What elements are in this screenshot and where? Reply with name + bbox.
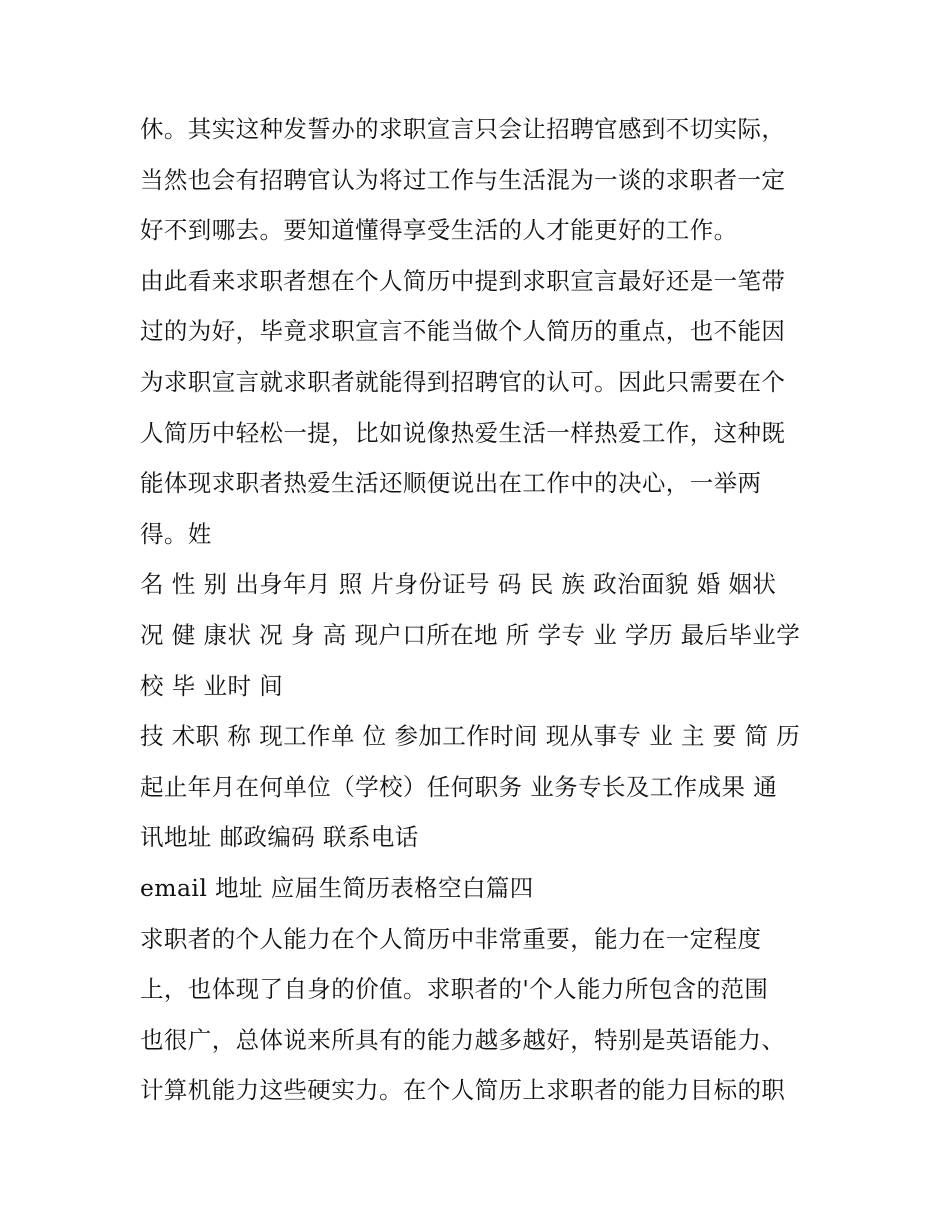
text-line: 由此看来求职者想在个人简历中提到求职宣言最好还是一笔带 xyxy=(140,266,786,295)
text-line: 休。其实这种发誓办的求职宣言只会让招聘官感到不切实际， xyxy=(140,115,786,143)
text-line: 过的为好，毕竟求职宣言不能当做个人简历的重点，也不能因 xyxy=(140,317,786,346)
text-line: 上，也体现了自身的价值。求职者的'个人能力所包含的范围 xyxy=(140,975,769,1004)
text-line: 也很广，总体说来所具有的能力越多越好，特别是英语能力、 xyxy=(140,1025,786,1054)
body-text xyxy=(140,104,830,1116)
text-line: 校 毕 业时 间 xyxy=(140,671,284,700)
text-line: 求职者的个人能力在个人简历中非常重要，能力在一定程度 xyxy=(140,924,762,953)
text-line: 好不到哪去。要知道懂得享受生活的人才能更好的工作。 xyxy=(140,216,738,245)
text-line: 人简历中轻松一提，比如说像热爱生活一样热爱工作，这种既 xyxy=(140,418,786,447)
text-line: 起止年月在何单位（学校）任何职务 业务专长及工作成果 通 xyxy=(140,772,778,801)
text-line: 得。姓 xyxy=(140,519,212,548)
text-line: 计算机能力这些硬实力。在个人简历上求职者的能力目标的职 xyxy=(140,1076,786,1105)
text-line: 技 术职 称 现工作单 位 参加工作时间 现从事专 业 主 要 简 历 xyxy=(140,722,801,751)
text-line: 名 性 别 出身年月 照 片身份证号 码 民 族 政治面貌 婚 姻状 xyxy=(140,570,777,599)
text-line: 当然也会有招聘官认为将过工作与生活混为一谈的求职者一定 xyxy=(140,165,786,194)
section-heading-line: email 地址 应届生简历表格空白篇四 xyxy=(140,873,534,902)
text-line: 况 健 康状 况 身 高 现户口所在地 所 学专 业 学历 最后毕业学 xyxy=(140,620,801,649)
text-line: 讯地址 邮政编码 联系电话 xyxy=(140,823,419,852)
text-line: 为求职宣言就求职者就能得到招聘官的认可。因此只需要在个 xyxy=(140,367,786,396)
text-line: 能体现求职者热爱生活还顺便说出在工作中的决心，一举两 xyxy=(140,469,762,498)
